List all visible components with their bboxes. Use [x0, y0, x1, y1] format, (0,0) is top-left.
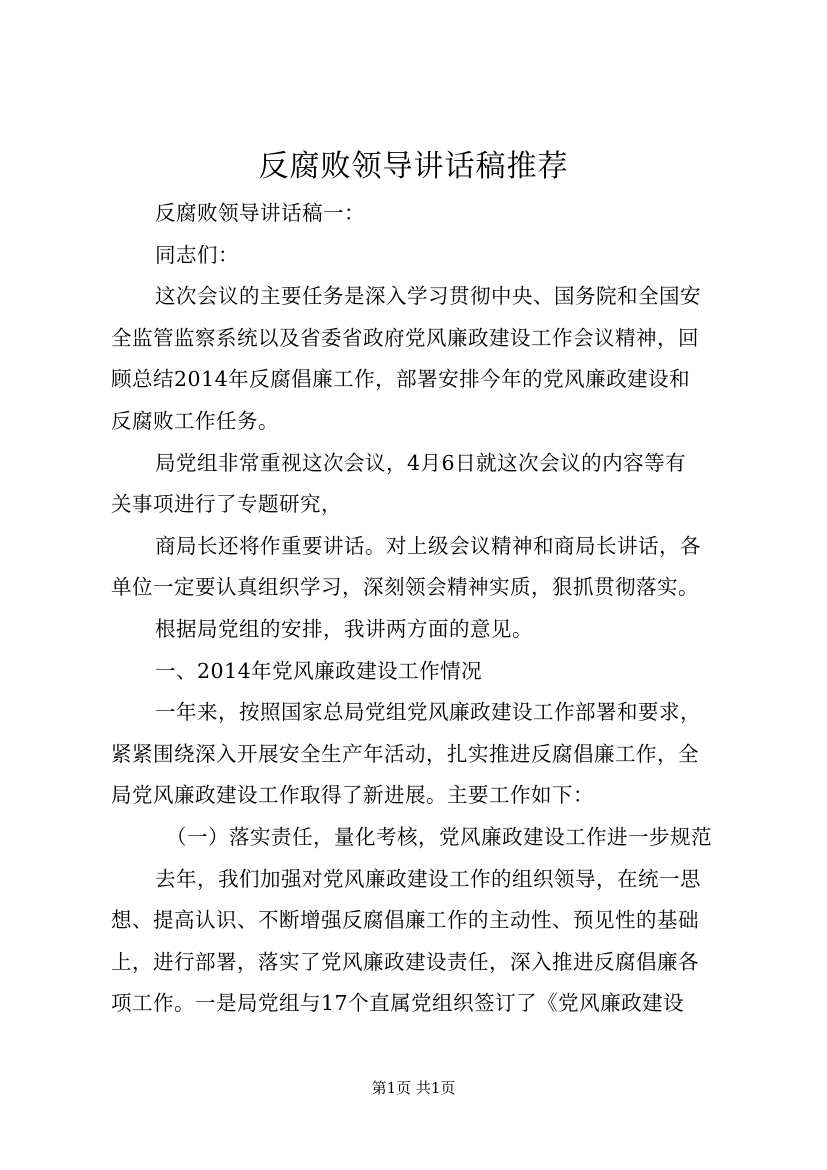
text-line: 反腐败领导讲话稿一：: [155, 201, 365, 225]
document-title: 反腐败领导讲话稿推荐: [258, 149, 569, 184]
text-line: 单位一定要认真组织学习，深刻领会精神实质，狠抓贯彻落实。: [111, 575, 699, 600]
text-line: 上，进行部署，落实了党风廉政建设责任，深入推进反腐倡廉各: [111, 949, 699, 974]
subsection-heading: （一）落实责任，量化考核，党风廉政建设工作进一步规范: [166, 824, 712, 849]
text-line: 局党风廉政建设工作取得了新进展。主要工作如下：: [111, 783, 594, 808]
text-line: 一年来，按照国家总局党组党风廉政建设工作部署和要求，: [155, 700, 701, 725]
text-line: 同志们：: [155, 242, 239, 267]
text-line: 全监管监察系统以及省委省政府党风廉政建设工作会议精神，回: [111, 325, 699, 350]
text-line: 根据局党组的安排，我讲两方面的意见。: [155, 616, 533, 641]
text-line: 紧紧围绕深入开展安全生产年活动，扎实推进反腐倡廉工作，全: [111, 741, 699, 766]
document-body: [111, 193, 739, 1025]
text-line: 关事项进行了专题研究，: [111, 492, 342, 517]
section-heading: 一、2014年党风廉政建设工作情况: [155, 658, 483, 683]
text-line: 商局长还将作重要讲话。对上级会议精神和商局长讲话，各: [155, 533, 701, 558]
text-line: 反腐败工作任务。: [111, 408, 279, 433]
page-footer: 第1页 共1页: [371, 1079, 456, 1097]
text-line: 去年，我们加强对党风廉政建设工作的组织领导，在统一思: [155, 866, 701, 891]
text-line: 局党组非常重视这次会议，4月6日就这次会议的内容等有: [155, 450, 687, 475]
text-line: 顾总结2014年反腐倡廉工作，部署安排今年的党风廉政建设和: [111, 367, 691, 392]
text-line: 想、提高认识、不断增强反腐倡廉工作的主动性、预见性的基础: [111, 908, 699, 933]
text-line: 这次会议的主要任务是深入学习贯彻中央、国务院和全国安: [155, 284, 701, 309]
text-line: 项工作。一是局党组与17个直属党组织签订了《党风廉政建设: [111, 991, 685, 1016]
